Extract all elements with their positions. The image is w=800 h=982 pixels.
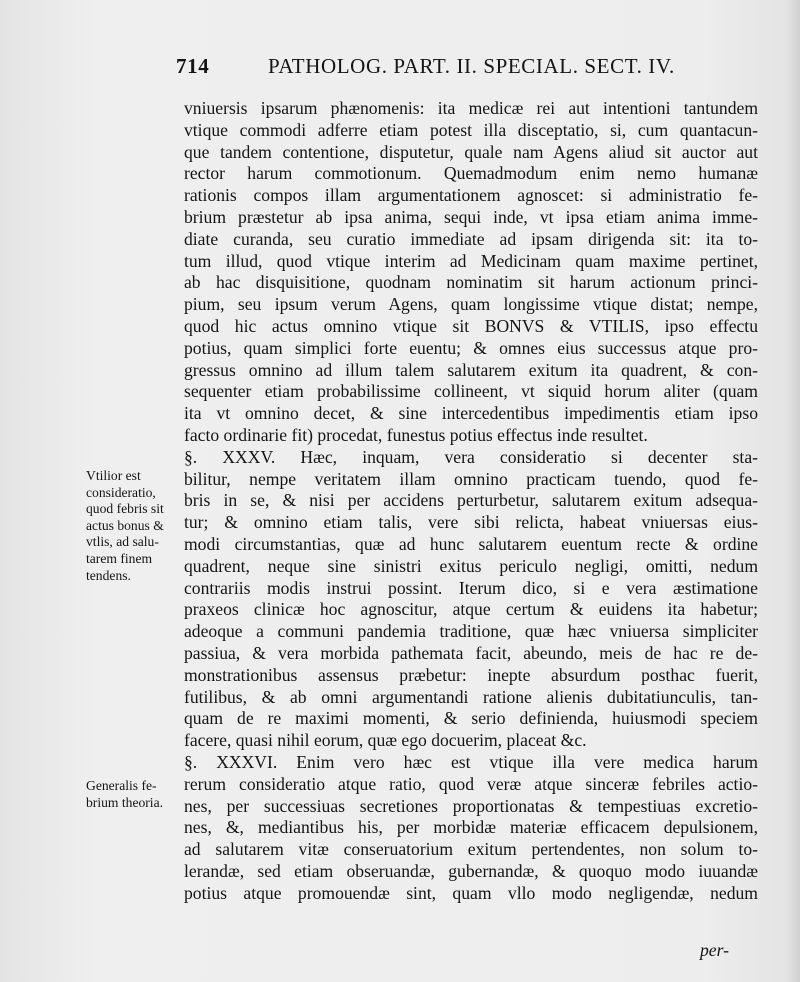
body-line: facto ordinarie fit) procedat, funestus potius effectus inde resultet. (184, 424, 648, 445)
body-line: tur; & omnino etiam talis, vere sibi relicta, habeat vniuersas eius- (184, 512, 758, 533)
body-line: passiua, & vera morbida pathemata facit, abeundo, meis de hac re de- (184, 642, 758, 663)
page-header (176, 54, 756, 84)
body-line: lerandæ, sed etiam obseruandæ, gubernandæ, & quoquo modo iuuandæ (184, 860, 758, 881)
body-line: adeoque a communi pandemia traditione, quæ hæc vniuersa simpliciter (184, 621, 758, 642)
body-line: que tandem contentione, disputetur, quale nam Agens aliud sit auctor aut (184, 141, 758, 162)
body-line: sequenter etiam probabilissime collineent, vt siquid horum aliter (quam (184, 381, 758, 402)
body-line: modi circumstantias, quæ ad hunc salutarem euentum recte & ordine (184, 533, 758, 554)
page-number: 714 (176, 54, 210, 78)
margin-note-line: Vtilior est (86, 468, 141, 483)
body-line: praxeos clinicæ hoc agnoscitur, atque certum & euidens ita habetur; (184, 599, 758, 620)
body-line: rerum consideratio atque ratio, quod veræ atque sinceræ febriles actio- (184, 773, 758, 794)
body-line: nes, per successiuas secretiones proportionatas & tempestiuas excretio- (184, 795, 758, 816)
body-line: ab hac disquisitione, quodnam nominatim sit harum actionum princi- (184, 272, 758, 293)
section-35-heading-line: §. XXXV. Hæc, inquam, vera consideratio si decenter sta- (184, 446, 758, 467)
body-line: potius atque promouendæ sint, quam vllo modo negligendæ, nedum (184, 882, 758, 903)
page-gutter-shadow (786, 0, 800, 982)
body-line: bris in se, & nisi per accidens perturbetur, salutarem exitum adsequa- (184, 490, 758, 511)
margin-note-theory (86, 778, 186, 811)
body-line: nes, &, mediantibus his, per morbidæ materiæ efficacem depulsionem, (184, 817, 758, 838)
margin-note-line: quod febris sit (86, 501, 164, 517)
body-line: potius, quam simplici forte euentu; & omnes eius successus atque pro- (184, 337, 758, 358)
body-line: vniuersis ipsarum phænomenis: ita medicæ rei aut intentioni tantundem (184, 98, 758, 118)
body-line: bilitur, nempe veritatem illam omnino practicam tuendo, quod fe- (184, 468, 758, 489)
margin-note-line: tendens. (86, 567, 131, 583)
catchword: per- (700, 940, 729, 960)
body-line: quam de re maximi momenti, & serio definienda, huiusmodi speciem (184, 708, 758, 729)
margin-note-line: vtlis, ad salu- (86, 534, 159, 550)
margin-note-line: brium theoria. (86, 794, 164, 810)
body-line: ita vt omnino decet, & sine intercedentibus impedimentis etiam ipso (184, 403, 758, 424)
body-line: pium, seu ipsum verum Agens, quam longissime vtique distat; nempe, (184, 294, 758, 315)
body-line: ad salutarem vitæ conseruatorium exitum pertendentes, non solum to- (184, 839, 758, 860)
body-line: gressus omnino ad illum talem salutarem exitum ita quadrent, & con- (184, 359, 758, 380)
margin-note-line: actus bonus & (86, 517, 164, 533)
margin-note-line: Generalis fe- (86, 778, 157, 793)
running-head: PATHOLOG. PART. II. SPECIAL. SECT. IV. (268, 54, 675, 78)
body-line: rector harum commotionum. Quemadmodum enim nemo humanæ (184, 163, 758, 184)
body-line: quadrent, neque sine sinistri exitus periculo negligi, omitti, nedum (184, 555, 758, 576)
body-line: futilibus, & ab omni argumentandi ratione alienis dubitatiunculis, tan- (184, 686, 758, 707)
margin-note-line: tarem finem (86, 550, 153, 566)
body-line: diate curanda, seu curatio immediate ad ipsam dirigenda sit: ita to- (184, 228, 758, 249)
body-line: vtique commodi adferre etiam potest illa disceptatio, si, cum quantacun- (184, 119, 758, 140)
body-line: brium præstetur ab ipsa anima, sequi inde, vt ipsa etiam anima imme- (184, 206, 758, 227)
body-line: rationis compos illam argumentationem agnoscet: si administratio fe- (184, 185, 758, 206)
body-line: tum illud, quod vtique interim ad Medicinam quam maxime pertinet, (184, 250, 758, 271)
body-line: monstrationibus assensus præbetur: inepte absurdum posthac fuerit, (184, 664, 758, 685)
margin-note-utility (86, 468, 186, 584)
body-line: quod hic actus omnino vtique sit BONVS & VTILIS, ipso effectu (184, 315, 758, 336)
body-line: contrariis modis instrui possint. Iterum dico, si e vera æstimatione (184, 577, 758, 598)
margin-note-line: consideratio, (86, 484, 156, 500)
section-36-heading-line: §. XXXVI. Enim vero hæc est vtique illa vere medica harum (184, 751, 758, 772)
body-line: facere, quasi nihil eorum, quæ ego docuerim, placeat &c. (184, 730, 587, 751)
body-text (184, 98, 758, 904)
